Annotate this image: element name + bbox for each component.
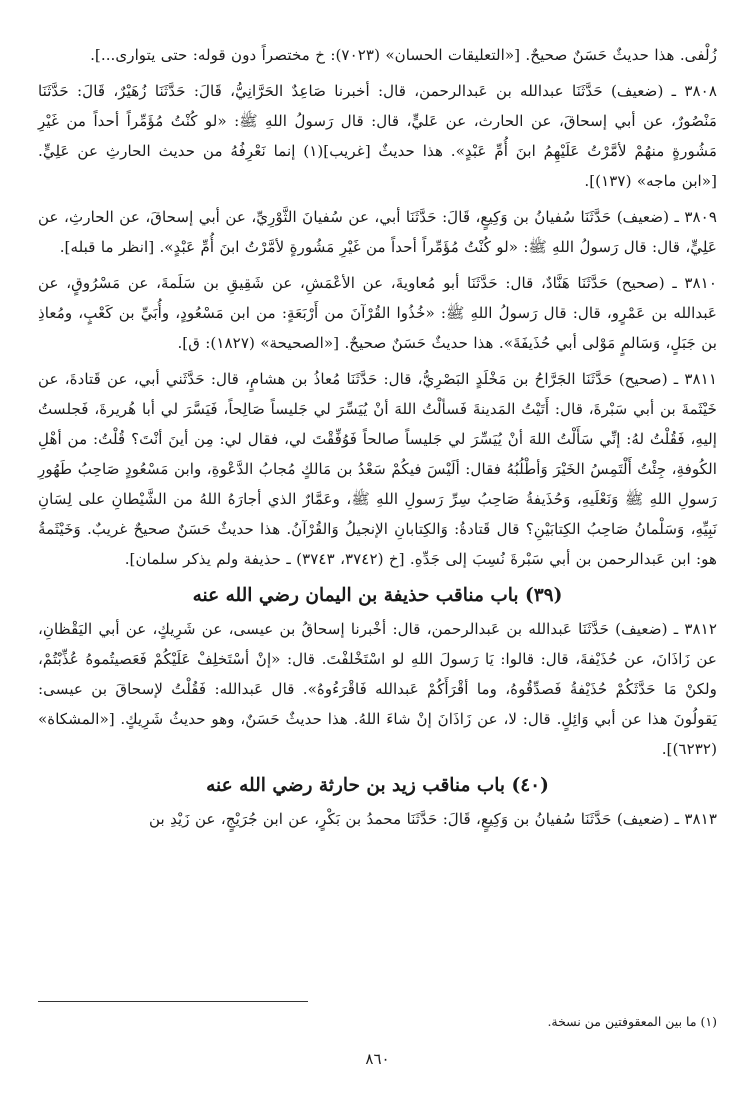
hadith-3809: ٣٨٠٩ ـ (ضعيف) حَدَّثَنَا سُفيانُ بن وَكِيعٍ، قَالَ: حَدَّثَنَا أبي، عن سُفيانَ الثَّوْرِيِّ، عن أبي إسحاقَ، عن الحارثِ، عن عَلِيٍّ، قال: قال رَسولُ اللهِ ﷺ: «لو كُنْتُ مُؤَمِّراً أحداً من غَيْرِ مَشُورةٍ لأمَّرْتُ ابنَ أُمِّ عَبْدٍ». [انظر ما قبله]. <box>38 208 717 256</box>
hadith-3813: ٣٨١٣ ـ (ضعيف) حَدَّثَنَا سُفيانُ بن وَكِيعٍ، قَالَ: حَدَّثَنَا محمدُ بن بَكْرٍ، عن ابن جُرَيْجٍ، عن زَيْدِ بن <box>148 810 717 828</box>
hadith-3810: ٣٨١٠ ـ (صحيح) حَدَّثَنَا هَنَّادٌ، قال: حَدَّثَنَا أبو مُعاويةَ، عن الأعْمَشِ، عن شَقِيقِ بن سَلَمةَ، عن مَسْرُوقٍ، عن عَبدالله بن عَمْرٍو، قال: قال رَسولُ اللهِ ﷺ: «خُذُوا القُرْآنَ من أَرْبَعَةٍ: من ابن مَسْعُودٍ، وأُبَيِّ بن كَعْبٍ، ومُعاذِ بن جَبَلٍ، وَسَالمٍ مَوْلى أبي حُذَيفَةَ». هذا حديثٌ حَسَنٌ صحيحٌ. [«الصحيحة» (١٨٢٧): ق]. <box>38 274 717 352</box>
footnote-divider <box>38 1001 308 1002</box>
page-number: ٨٦٠ <box>365 1050 390 1068</box>
hadith-3811: ٣٨١١ ـ (صحيح) حَدَّثَنَا الجَرَّاحُ بن مَخْلَدٍ البَصْرِيُّ، قال: حَدَّثَنَا مُعاذُ بن هشامٍ، قال: حَدَّثَني أبي، عن قَتادةَ، عن خَيْثَمةَ بن أبي سَبْرةَ، قال: أَتَيْتُ المَدينةَ فَسألْتُ اللهَ أنْ يُيَسِّرَ لي جَليساً صَالِحاً، فَيَسَّرَ لي أبا هُريرةَ، فَجلستُ إليهِ، فَقُلْتُ لهُ: إنِّي سَأَلْتُ اللهَ أنْ يُيَسِّرَ لي جَليساً صالحاً فَوُفِّقْتَ لي، فقال لي: مِن أينَ أنْتَ؟ قُلْتُ: من أهْلِ الكُوفةِ، جِئْتُ أَلْتَمِسُ الخَيْرَ وَأطْلُبُهُ فقال: ألَيْسَ فيكُمْ سَعْدُ بن مَالكٍ مُجابُ الدَّعْوةِ، وابن مَسْعُودٍ صَاحِبُ طَهُورِ رَسولِ اللهِ ﷺ وَنَعْلَيهِ، وَحُذَيفةُ صَاحِبُ سِرِّ رَسولِ اللهِ ﷺ، وعَمَّارٌ الذي أجارَهُ اللهُ من الشَّيْطانِ على لِسَانِ نَبِيِّهِ، وَسَلْمانُ صَاحِبُ الكِتابَيْنِ؟ قال قَتادةُ: وَالكِتابانِ الإنجيلُ وَالقُرْآنُ. هذا حديثٌ حَسَنٌ صحيحٌ غريبٌ. وَخَيْثَمةُ هو: ابن عَبدالرحمن بن أبي سَبْرةَ نُسِبَ إلى جَدِّهِ. [خ (٣٧٤٢، ٣٧٤٣) ـ حذيفة ولم يذكر سلمان]. <box>38 370 717 568</box>
hadith-3808: ٣٨٠٨ ـ (ضعيف) حَدَّثَنَا عبدالله بن عَبدالرحمن، قال: أخبرنا صَاعِدٌ الحَرَّانِيُّ، قَالَ: حَدَّثَنَا زُهَيْرٌ، قَالَ: حَدَّثَنَا مَنْصُورٌ، عن أبي إسحاقَ، عن الحارث، عن عَليٍّ، قال: قال رَسولُ اللهِ ﷺ: «لو كُنْتُ مُؤَمِّراً أحداً من غَيْرِ مَشُورةٍ منهُمْ لأمَّرْتُ عَلَيْهِمُ ابنَ أُمِّ عَبْدٍ». هذا حديثٌ [غريب](١) إنما نَعْرِفُهُ من حديث الحارثِ عن عَلِيٍّ. [«ابن ماجه» (١٣٧)]. <box>38 82 717 190</box>
chapter-heading-39: (٣٩) باب مناقب حذيفة بن اليمان رضي الله عنه <box>192 585 563 606</box>
chapter-heading-40: (٤٠) باب مناقب زيد بن حارثة رضي الله عنه <box>206 775 549 796</box>
paragraph-continuation: زُلْفى. هذا حديثٌ حَسَنٌ صحيحٌ. [«التعليقات الحسان» (٧٠٢٣): خ مختصراً دون قوله: حتى يتوارى...]. <box>90 46 717 64</box>
footnote: (١) ما بين المعقوفتين من نسخة. <box>547 1014 717 1029</box>
hadith-3812: ٣٨١٢ ـ (ضعيف) حَدَّثَنَا عَبدالله بن عَبدالرحمن، قال: أخْبرنا إسحاقُ بن عيسى، عن شَرِيكٍ، عن أبي اليَقْظانِ، عن زَاذَانَ، عن حُذَيْفةَ، قال: قالوا: يَا رَسولَ اللهِ لو اسْتَخْلفْتَ. قال: «إنْ أسْتَخلِفْ عَلَيْكُمْ فَعَصيتُموهُ عُذِّبْتُمْ، ولكنْ مَا حَدَّثَكُمْ حُذَيْفةُ فَصدِّقُوهُ، وما أقْرَأَكُمْ عَبدالله فَاقْرَءُوهُ». قال عَبدالله: فَقُلْتُ لإسحاقَ بن عيسى: يَقولُونَ هذا عن أبي وَائِلٍ. قال: لا، عن زَاذَانَ إنْ شاءَ اللهُ. هذا حديثٌ حَسَنٌ، وهو حديثُ شَرِيكٍ. [«المشكاة» (٦٢٣٢)]. <box>38 620 717 758</box>
